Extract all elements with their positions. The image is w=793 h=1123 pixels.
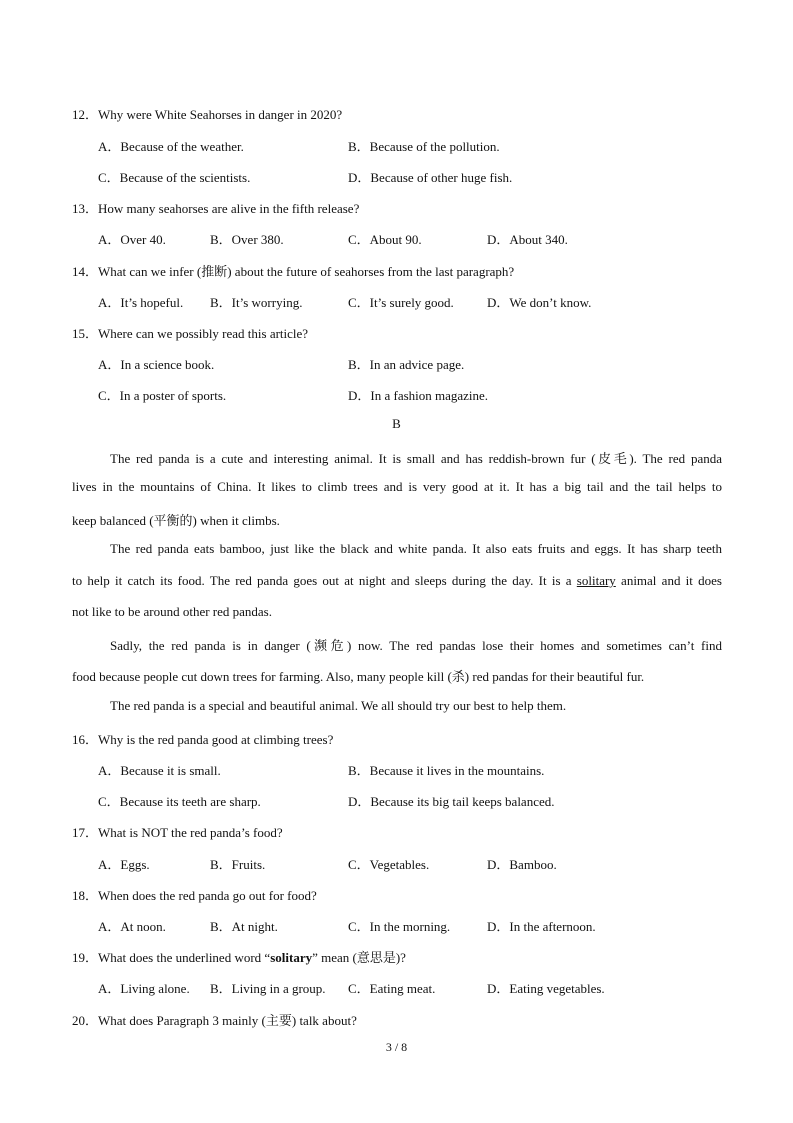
q16-option-b: B．Because it lives in the mountains.	[348, 763, 545, 778]
q19-stem-pre: 19．What does the underlined word “	[72, 950, 271, 965]
q15-option-a: A．In a science book.	[98, 357, 215, 372]
question-18-stem: 18．When does the red panda go out for food?	[72, 888, 317, 903]
passage-p3-line2: food because people cut down trees for farming. Also, many people kill (杀) red pandas for their beautiful fur.	[72, 669, 645, 684]
q12-option-c: C．Because of the scientists.	[98, 170, 251, 185]
q18-option-a: A．At noon.	[98, 919, 166, 934]
q19-option-b: B．Living in a group.	[210, 981, 326, 996]
q16-option-d: D．Because its big tail keeps balanced.	[348, 794, 555, 809]
question-19-stem	[72, 947, 406, 966]
passage-p4-line1: The red panda is a special and beautiful animal. We all should try our best to help them.	[110, 698, 567, 713]
question-20-stem: 20．What does Paragraph 3 mainly (主要) talk about?	[72, 1013, 357, 1028]
q19-option-c: C．Eating meat.	[348, 981, 436, 996]
q13-option-a: A．Over 40.	[98, 232, 166, 247]
q18-option-c: C．In the morning.	[348, 919, 451, 934]
underlined-word-solitary: solitary	[576, 573, 616, 588]
passage-p2-line2-pre: to help it catch its food. The red panda goes out at night and sleeps during the day. It is a	[72, 573, 577, 588]
q13-option-b: B．Over 380.	[210, 232, 284, 247]
question-14-stem: 14．What can we infer (推断) about the future of seahorses from the last paragraph?	[72, 264, 515, 279]
q16-option-a: A．Because it is small.	[98, 763, 221, 778]
q15-option-d: D．In a fashion magazine.	[348, 388, 489, 403]
q18-option-b: B．At night.	[210, 919, 278, 934]
q19-option-a: A．Living alone.	[98, 981, 190, 996]
question-12-stem: 12．Why were White Seahorses in danger in 2020?	[72, 107, 343, 122]
q17-option-b: B．Fruits.	[210, 857, 266, 872]
q13-option-c: C．About 90.	[348, 232, 422, 247]
q19-stem-word: solitary	[270, 950, 313, 965]
q17-option-c: C．Vegetables.	[348, 857, 430, 872]
q13-option-d: D．About 340.	[487, 232, 568, 247]
passage-p1-line3: keep balanced (平衡的) when it climbs.	[72, 513, 280, 528]
passage-p2-line2-post: animal and it does	[615, 573, 722, 588]
question-13-stem: 13．How many seahorses are alive in the fifth release?	[72, 201, 360, 216]
question-17-stem: 17．What is NOT the red panda’s food?	[72, 825, 283, 840]
q19-option-d: D．Eating vegetables.	[487, 981, 605, 996]
section-heading: B	[392, 416, 401, 431]
page-number: 3 / 8	[385, 1040, 408, 1054]
q19-stem-post: ” mean (意思是)?	[312, 950, 406, 965]
passage-p2-line3: not like to be around other red pandas.	[72, 604, 272, 619]
q15-option-b: B．In an advice page.	[348, 357, 465, 372]
q15-option-c: C．In a poster of sports.	[98, 388, 227, 403]
passage-p2-line2	[72, 573, 722, 589]
question-15-stem: 15．Where can we possibly read this article?	[72, 326, 309, 341]
q17-option-d: D．Bamboo.	[487, 857, 557, 872]
passage-p1-line2: lives in the mountains of China. It likes to climb trees and is very good at it. It has a big tail and the tail helps to	[72, 479, 722, 494]
q17-option-a: A．Eggs.	[98, 857, 150, 872]
passage-p3-line1: Sadly, the red panda is in danger (濒危) now. The red pandas lose their homes and sometimes can’t find	[110, 638, 722, 653]
q12-option-a: A．Because of the weather.	[98, 139, 244, 154]
q12-option-b: B．Because of the pollution.	[348, 139, 500, 154]
q12-option-d: D．Because of other huge fish.	[348, 170, 513, 185]
q14-option-b: B．It’s worrying.	[210, 295, 303, 310]
q14-option-d: D．We don’t know.	[487, 295, 592, 310]
passage-p2-line1: The red panda eats bamboo, just like the black and white panda. It also eats fruits and eggs. It has sharp teeth	[110, 541, 722, 556]
question-16-stem: 16．Why is the red panda good at climbing trees?	[72, 732, 334, 747]
q14-option-a: A．It’s hopeful.	[98, 295, 184, 310]
passage-p1-line1: The red panda is a cute and interesting animal. It is small and has reddish-brown fur (皮毛). The red panda	[110, 451, 722, 466]
q16-option-c: C．Because its teeth are sharp.	[98, 794, 261, 809]
q14-option-c: C．It’s surely good.	[348, 295, 454, 310]
q18-option-d: D．In the afternoon.	[487, 919, 596, 934]
